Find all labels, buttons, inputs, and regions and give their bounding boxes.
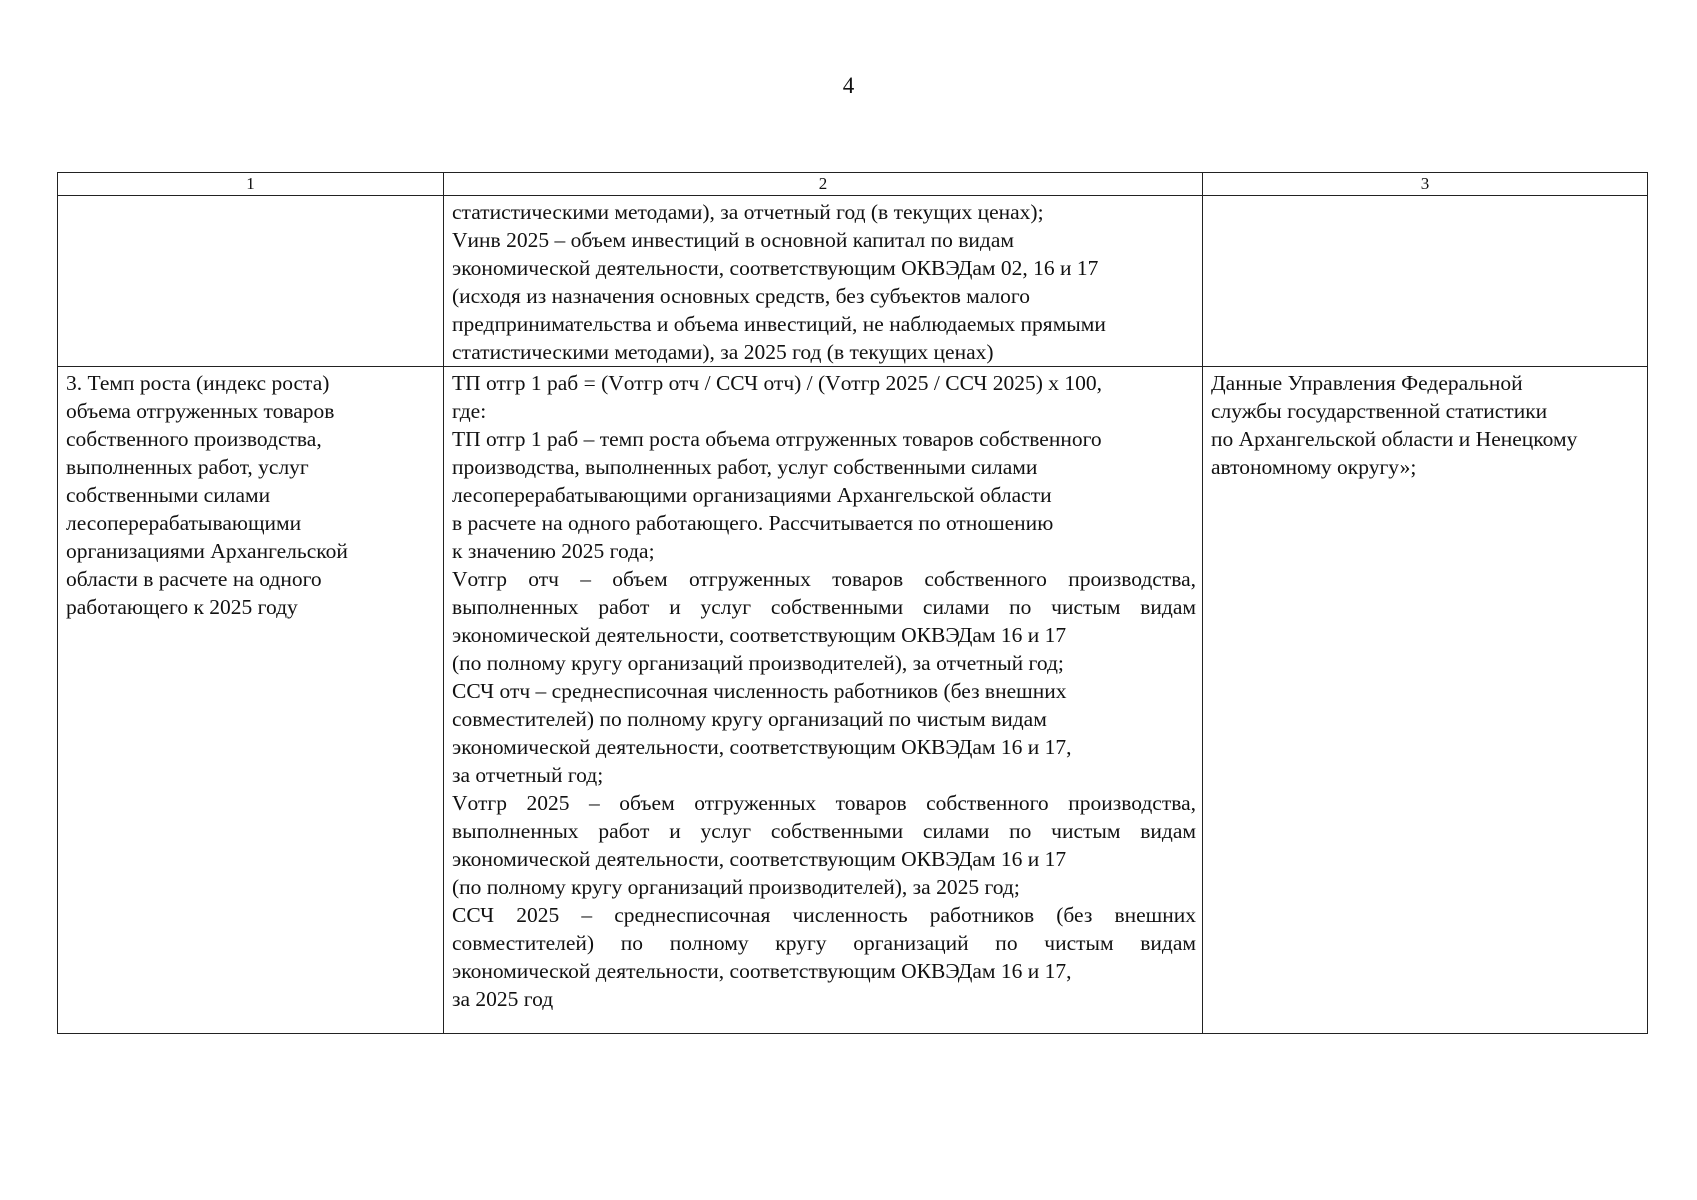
formula-cell	[444, 367, 1203, 1034]
text-line: экономической деятельности, соответствующим ОКВЭДам 16 и 17,	[452, 735, 1072, 759]
text-line: в расчете на одного работающего. Рассчитывается по отношению	[452, 511, 1054, 535]
column-header-3: 3	[1203, 173, 1648, 196]
text-line: совместителей) по полному кругу организаций по чистым видам	[452, 931, 1196, 955]
text-line: выполненных работ и услуг собственными силами по чистым видам	[452, 595, 1196, 619]
text-line: совместителей) по полному кругу организаций по чистым видам	[452, 707, 1047, 731]
text-line: лесоперерабатывающими организациями Архангельской области	[452, 483, 1052, 507]
text-line: ТП отгр 1 раб – темп роста объема отгруженных товаров собственного	[452, 427, 1102, 451]
text-line: Vинв 2025 – объем инвестиций в основной капитал по видам	[452, 228, 1014, 252]
formula-cell	[444, 196, 1203, 367]
table-row	[58, 196, 1648, 367]
text-line: за 2025 год	[452, 987, 554, 1011]
text-line: за отчетный год;	[452, 763, 604, 787]
text-line: автономному округу»;	[1211, 455, 1417, 479]
text-line: ТП отгр 1 раб = (Vотгр отч / ССЧ отч) / (Vотгр 2025 / ССЧ 2025) x 100,	[452, 371, 1103, 395]
text-line: статистическими методами), за отчетный год (в текущих ценах);	[452, 200, 1044, 224]
text-line: по Архангельской области и Ненецкому	[1211, 427, 1578, 451]
text-line: организациями Архангельской	[66, 539, 348, 563]
text-line: выполненных работ, услуг	[66, 455, 309, 479]
text-line: лесоперерабатывающими	[66, 511, 302, 535]
indicator-cell	[58, 367, 444, 1034]
text-line: (по полному кругу организаций производителей), за отчетный год;	[452, 651, 1064, 675]
source-cell	[1203, 196, 1648, 367]
text-line: экономической деятельности, соответствующим ОКВЭДам 16 и 17	[452, 847, 1067, 871]
text-line: Данные Управления Федеральной	[1211, 371, 1523, 395]
text-line: собственными силами	[66, 483, 271, 507]
text-line: экономической деятельности, соответствующим ОКВЭДам 16 и 17,	[452, 959, 1072, 983]
column-header-1: 1	[58, 173, 444, 196]
text-line: ССЧ 2025 – среднесписочная численность работников (без внешних	[452, 903, 1196, 927]
text-line: области в расчете на одного	[66, 567, 322, 591]
text-line: экономической деятельности, соответствующим ОКВЭДам 16 и 17	[452, 623, 1067, 647]
text-line: Vотгр отч – объем отгруженных товаров собственного производства,	[452, 567, 1196, 591]
column-header-2: 2	[444, 173, 1203, 196]
text-line: собственного производства,	[66, 427, 322, 451]
text-line: работающего к 2025 году	[66, 595, 298, 619]
text-line: статистическими методами), за 2025 год (в текущих ценах)	[452, 340, 994, 364]
text-line: предпринимательства и объема инвестиций, не наблюдаемых прямыми	[452, 312, 1106, 336]
text-line: выполненных работ и услуг собственными силами по чистым видам	[452, 819, 1196, 843]
text-line: 3. Темп роста (индекс роста)	[66, 371, 330, 395]
text-line: службы государственной статистики	[1211, 399, 1548, 423]
text-line: ССЧ отч – среднесписочная численность работников (без внешних	[452, 679, 1067, 703]
text-line: (исходя из назначения основных средств, без субъектов малого	[452, 284, 1030, 308]
source-cell	[1203, 367, 1648, 1034]
text-line: Vотгр 2025 – объем отгруженных товаров собственного производства,	[452, 791, 1196, 815]
table-header-row	[58, 173, 1648, 196]
indicator-cell	[58, 196, 444, 367]
text-line: производства, выполненных работ, услуг собственными силами	[452, 455, 1038, 479]
text-line: (по полному кругу организаций производителей), за 2025 год;	[452, 875, 1020, 899]
text-line: экономической деятельности, соответствующим ОКВЭДам 02, 16 и 17	[452, 256, 1099, 280]
text-line: объема отгруженных товаров	[66, 399, 335, 423]
table-row	[58, 367, 1648, 1034]
methodology-table	[57, 172, 1648, 1034]
page-number: 4	[842, 73, 855, 98]
text-line: где:	[452, 399, 487, 423]
text-line: к значению 2025 года;	[452, 539, 655, 563]
